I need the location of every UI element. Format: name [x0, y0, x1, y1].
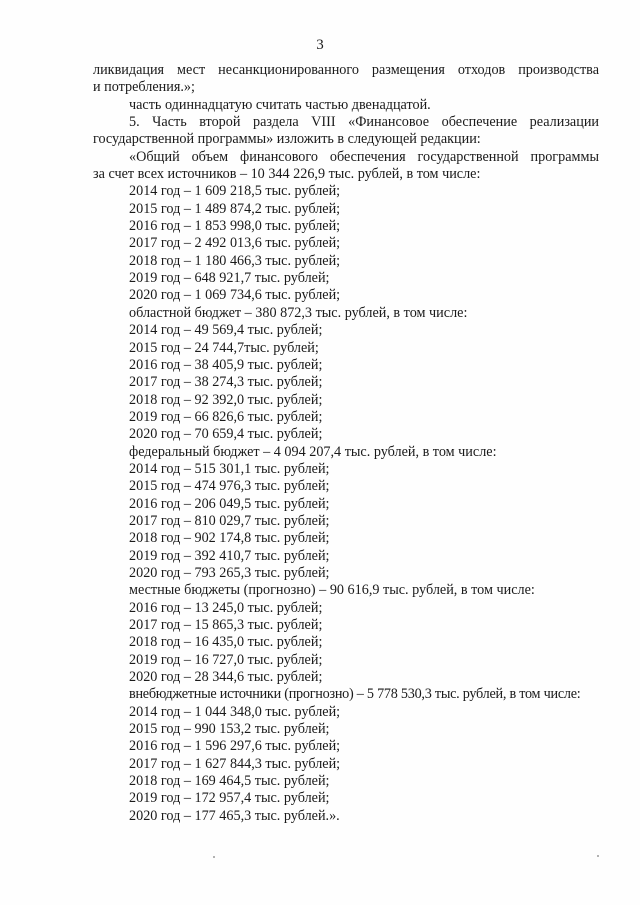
total-intro-line: «Общий объем финансового обеспечения государственной программы [129, 148, 599, 165]
section-intro-line: государственной программы» изложить в следующей редакции: [93, 131, 481, 148]
total-intro-line: за счет всех источников – 10 344 226,9 тыс. рублей, в том числе: [93, 166, 481, 183]
scan-speck [597, 855, 599, 857]
list-item: 2016 год – 206 049,5 тыс. рублей; [129, 495, 330, 512]
list-item: 2019 год – 66 826,6 тыс. рублей; [129, 408, 323, 425]
list-item: 2019 год – 16 727,0 тыс. рублей; [129, 651, 323, 668]
list-item: 2016 год – 13 245,0 тыс. рублей; [129, 599, 323, 616]
list-item: 2018 год – 16 435,0 тыс. рублей; [129, 634, 323, 651]
section-intro-line: 5. Часть второй раздела VIII «Финансовое обеспечение реализации [129, 114, 599, 131]
list-item: 2016 год – 1 596 297,6 тыс. рублей; [129, 738, 341, 755]
list-item: 2020 год – 1 069 734,6 тыс. рублей; [129, 287, 341, 304]
list-item: 2016 год – 38 405,9 тыс. рублей; [129, 356, 323, 373]
list-item: 2014 год – 1 609 218,5 тыс. рублей; [129, 183, 341, 200]
paragraph-line: и потребления.»; [93, 79, 195, 96]
list-item: 2017 год – 15 865,3 тыс. рублей; [129, 617, 323, 633]
list-item: 2018 год – 902 174,8 тыс. рублей; [129, 530, 330, 547]
list-item: 2018 год – 169 464,5 тыс. рублей; [129, 773, 330, 790]
list-item: 2020 год – 28 344,6 тыс. рублей; [129, 669, 323, 686]
list-item: 2015 год – 24 744,7тыс. рублей; [129, 339, 319, 356]
list-item: 2017 год – 1 627 844,3 тыс. рублей; [129, 755, 341, 772]
list-item: 2018 год – 92 392,0 тыс. рублей; [129, 391, 323, 408]
list-item: 2019 год – 392 410,7 тыс. рублей; [129, 547, 330, 564]
federal-years-list [93, 461, 599, 582]
renumber-paragraph: часть одиннадцатую считать частью двенадцатой. [129, 96, 431, 113]
page-number: 3 [316, 37, 324, 53]
list-item: 2014 год – 515 301,1 тыс. рублей; [129, 460, 330, 477]
regional-budget-header: областной бюджет – 380 872,3 тыс. рублей, в том числе: [129, 304, 468, 321]
scan-speck [213, 856, 215, 858]
list-item: 2018 год – 1 180 466,3 тыс. рублей; [129, 252, 341, 269]
federal-budget-header: федеральный бюджет – 4 094 207,4 тыс. рублей, в том числе: [129, 443, 497, 460]
list-item: 2015 год – 1 489 874,2 тыс. рублей; [129, 200, 341, 217]
list-item: 2019 год – 172 957,4 тыс. рублей; [129, 790, 330, 807]
total-years-list [93, 183, 599, 304]
list-item: 2015 год – 474 976,3 тыс. рублей; [129, 478, 330, 495]
document-body [93, 62, 599, 825]
local-years-list [93, 600, 599, 687]
extrabudget-years-list [93, 704, 599, 825]
list-item: 2019 год – 648 921,7 тыс. рублей; [129, 270, 330, 287]
list-item: 2020 год – 70 659,4 тыс. рублей; [129, 426, 323, 443]
list-item: 2017 год – 38 274,3 тыс. рублей; [129, 374, 323, 391]
extrabudget-header: внебюджетные источники (прогнозно) – 5 778 530,3 тыс. рублей, в том числе: [129, 686, 581, 703]
list-item: 2014 год – 1 044 348,0 тыс. рублей; [129, 703, 341, 720]
list-item: 2014 год – 49 569,4 тыс. рублей; [129, 322, 323, 339]
list-item: 2015 год – 990 153,2 тыс. рублей; [129, 721, 330, 738]
list-item: 2016 год – 1 853 998,0 тыс. рублей; [129, 218, 341, 235]
local-budgets-header: местные бюджеты (прогнозно) – 90 616,9 тыс. рублей, в том числе: [129, 582, 535, 599]
list-item: 2020 год – 793 265,3 тыс. рублей; [129, 564, 330, 581]
paragraph-line: ликвидация мест несанкционированного размещения отходов производства [93, 62, 599, 78]
list-item: 2017 год – 810 029,7 тыс. рублей; [129, 512, 330, 529]
regional-years-list [93, 322, 599, 443]
list-item: 2017 год – 2 492 013,6 тыс. рублей; [129, 235, 341, 252]
list-item: 2020 год – 177 465,3 тыс. рублей.». [129, 807, 340, 824]
